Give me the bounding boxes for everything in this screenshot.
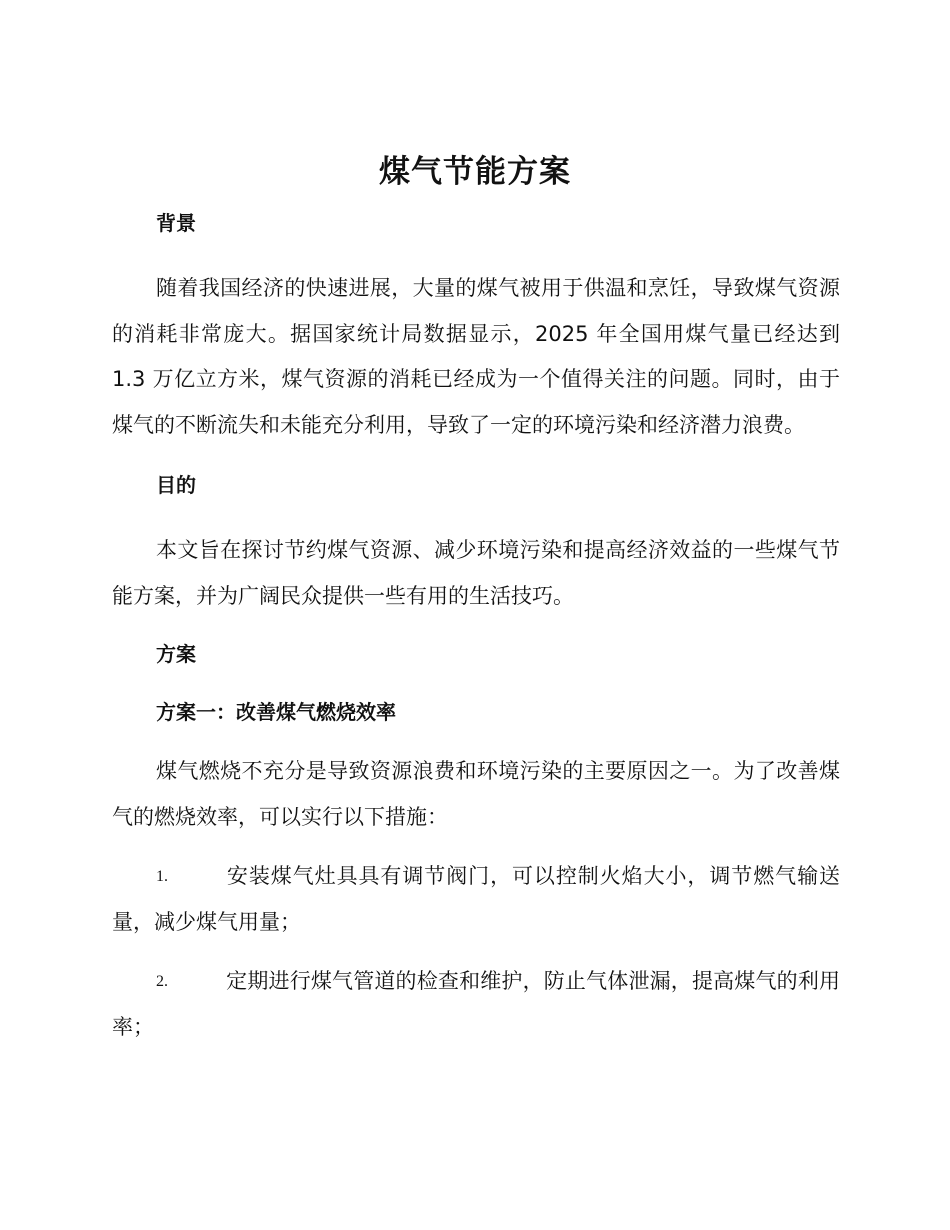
paragraph-purpose: 本文旨在探讨节约煤气资源、减少环境污染和提高经济效益的一些煤气节能方案，并为广阔民众提供一些有用的生活技巧。: [112, 538, 840, 608]
list-number: 2.: [156, 973, 168, 990]
paragraph-plan-1: 煤气燃烧不充分是导致资源浪费和环境污染的主要原因之一。为了改善煤气的燃烧效率，可以实行以下措施：: [112, 759, 840, 829]
document-title: 煤气节能方案: [379, 154, 571, 190]
heading-plan: 方案: [156, 642, 196, 666]
document-body: [112, 200, 840, 1050]
list-number: 1.: [156, 868, 168, 885]
list-item: [112, 854, 840, 945]
list-item: [112, 959, 840, 1050]
paragraph-background: 随着我国经济的快速进展，大量的煤气被用于供温和烹饪，导致煤气资源的消耗非常庞大。据国家统计局数据显示，2025 年全国用煤气量已经达到 1.3 万亿立方米，煤气资源的消耗已经成为一个值得关注的问题。同时，由于煤气的不断流失和未能充分利用，导致了一定的环境污染和经济潜力浪费。: [112, 276, 840, 437]
list-item-text: 安装煤气灶具具有调节阀门，可以控制火焰大小，调节燃气输送量，减少煤气用量；: [112, 864, 840, 934]
heading-plan-1: 方案一：改善煤气燃烧效率: [156, 700, 396, 724]
list-item-text: 定期进行煤气管道的检查和维护，防止气体泄漏，提高煤气的利用率；: [112, 969, 840, 1039]
heading-background: 背景: [156, 211, 196, 235]
heading-purpose: 目的: [156, 473, 196, 497]
